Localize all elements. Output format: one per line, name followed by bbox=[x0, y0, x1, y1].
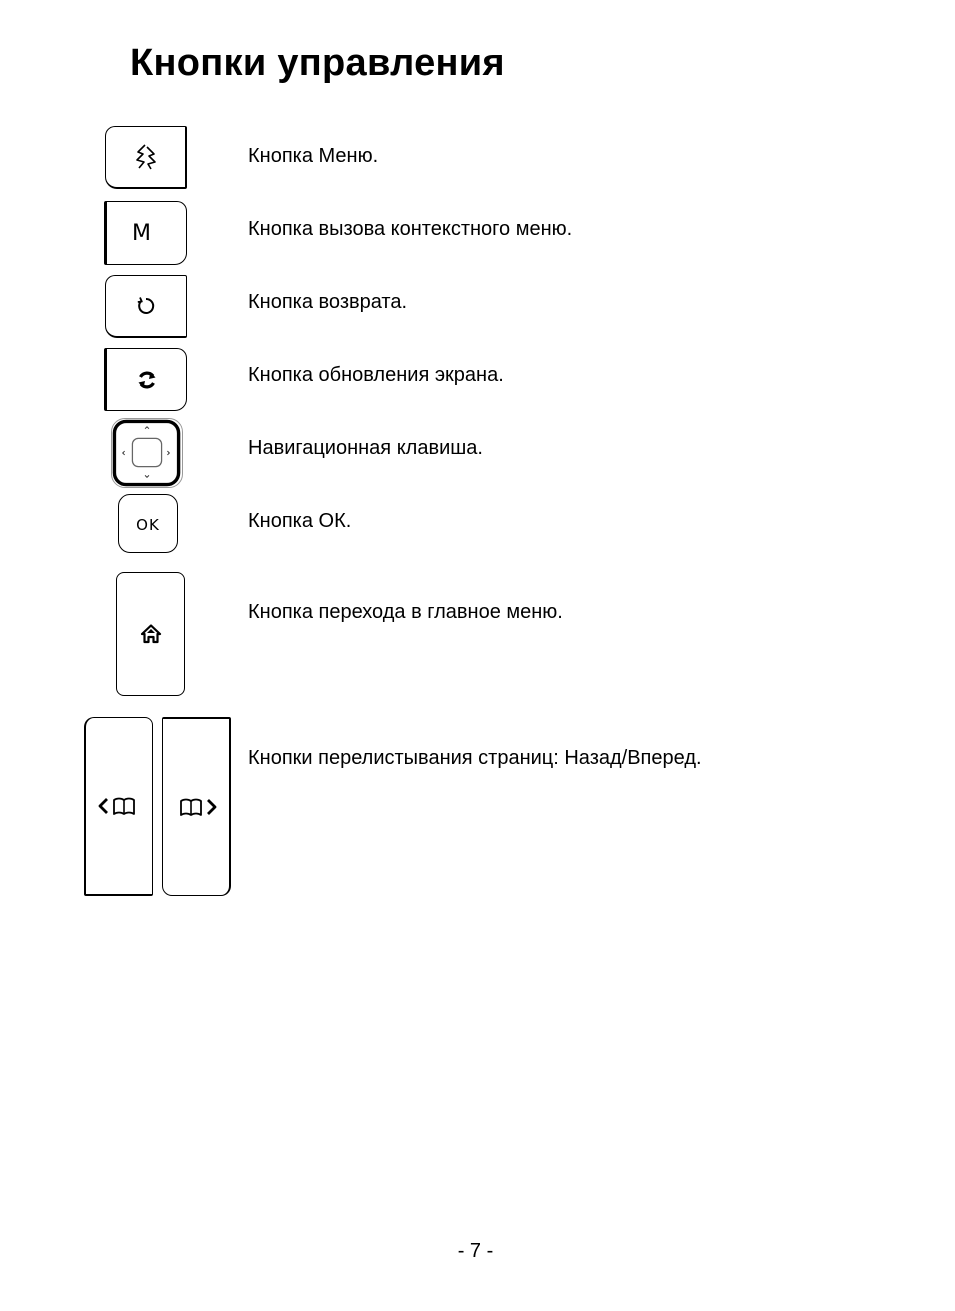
page-back-icon bbox=[97, 794, 141, 818]
page-back-button-illustration bbox=[84, 717, 153, 896]
return-button-illustration bbox=[105, 275, 187, 338]
refresh-button-illustration bbox=[104, 348, 187, 411]
refresh-icon bbox=[135, 368, 159, 392]
context-menu-button-description: Кнопка вызова контекстного меню. bbox=[248, 218, 573, 240]
context-menu-button-illustration bbox=[104, 201, 187, 265]
ok-button-description: Кнопка ОК. bbox=[248, 510, 352, 532]
refresh-button-description: Кнопка обновления экрана. bbox=[248, 364, 504, 386]
return-button-description: Кнопка возврата. bbox=[248, 291, 408, 313]
menu-button-description: Кнопка Меню. bbox=[248, 145, 379, 167]
menu-button-illustration bbox=[105, 126, 187, 189]
home-button-description: Кнопка перехода в главное меню. bbox=[248, 601, 563, 623]
page-title: Кнопки управления bbox=[130, 42, 505, 84]
home-button-illustration bbox=[116, 572, 185, 696]
dpad-icon bbox=[112, 418, 182, 488]
return-icon bbox=[135, 295, 157, 317]
navigation-key-description: Навигационная клавиша. bbox=[248, 437, 483, 459]
home-icon bbox=[140, 624, 162, 644]
page-turn-buttons-description: Кнопки перелистывания страниц: Назад/Вперед. bbox=[248, 747, 702, 769]
page-number: - 7 - bbox=[457, 1240, 494, 1262]
menu-icon bbox=[134, 143, 158, 171]
ok-icon: OK bbox=[136, 515, 160, 534]
ok-button-illustration bbox=[118, 494, 178, 553]
page-forward-button-illustration bbox=[162, 717, 231, 896]
navigation-key-illustration bbox=[111, 418, 183, 488]
m-letter-icon: M bbox=[132, 220, 151, 246]
page-forward-icon bbox=[174, 795, 218, 819]
